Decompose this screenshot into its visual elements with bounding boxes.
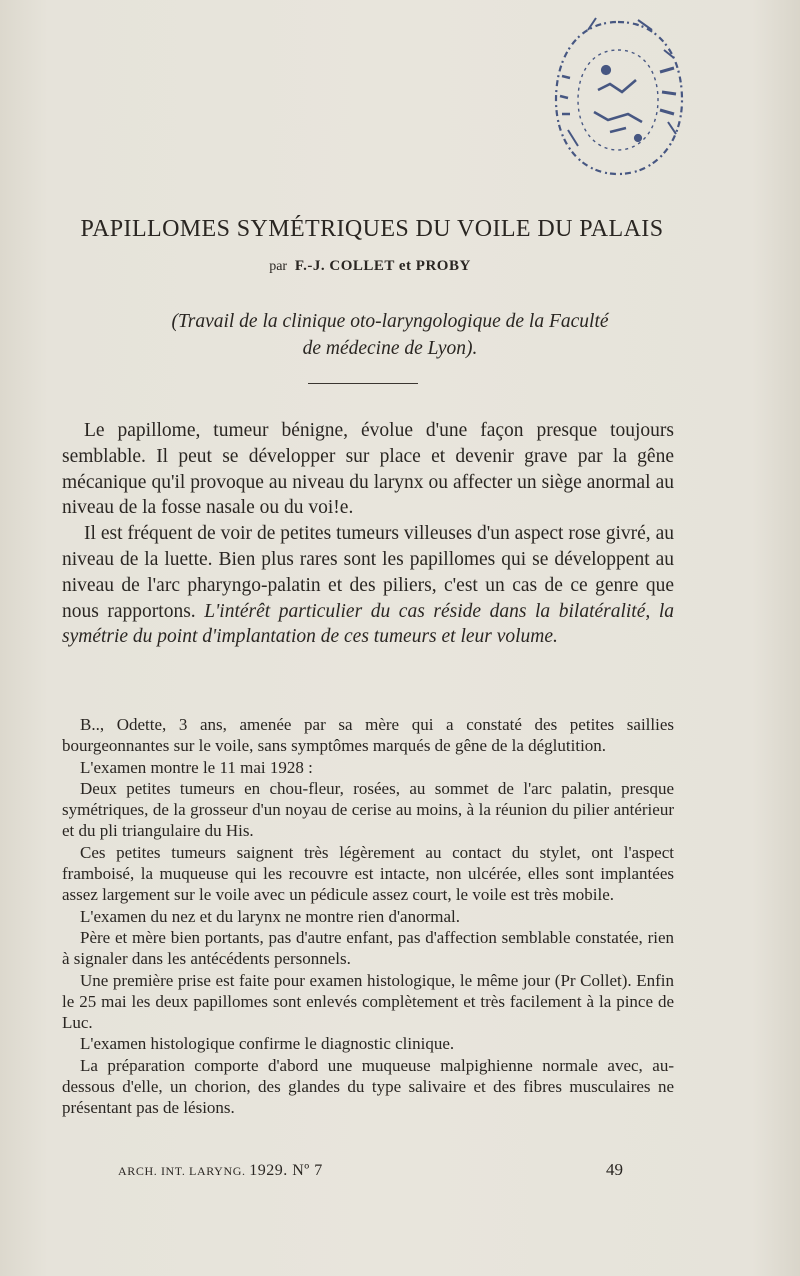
case-paragraph: Une première prise est faite pour examen histologique, le même jour (Pr Collet). Enfin le 25 mai les deux papillomes sont enlevés complètement et très facilement à la pince de Luc. [62, 970, 674, 1033]
intro-paragraph-2 [62, 521, 674, 650]
journal-reference [118, 1162, 323, 1180]
case-paragraph: L'examen montre le 11 mai 1928 : [80, 757, 313, 777]
affiliation-line-1: (Travail de la clinique oto-laryngologique de la Faculté [171, 311, 609, 332]
case-paragraph: La préparation comporte d'abord une muqueuse malpighienne normale avec, au-dessous d'elle, un chorion, des glandes du type salivaire et des fibres musculaires ne présentant pas de lésions. [62, 1055, 674, 1118]
journal-name: ARCH. INT. LARYNG. [118, 1164, 246, 1178]
introduction [62, 418, 674, 650]
case-report [62, 714, 674, 1119]
case-paragraph: Ces petites tumeurs saignent très légèrement au contact du stylet, ont l'aspect framboisé, la muqueuse qui les recouvre est intacte, non ulcérée, elles sont implantées assez largement sur le voile avec un pédicule assez court, le voile est très mobile. [62, 842, 674, 905]
intro-paragraph-1: Le papillome, tumeur bénigne, évolue d'une façon presque toujours semblable. Il peut se développer sur place et devenir grave par la gêne mécanique qu'il provoque au niveau du larynx ou affecter un siège anormal au niveau de la fosse nasale ou du voi!e. [62, 420, 674, 519]
authors-names: F.-J. COLLET et PROBY [294, 258, 471, 274]
case-paragraph: Père et mère bien portants, pas d'autre enfant, pas d'affection semblable constatée, rien à signaler dans les antécédents personnels. [62, 927, 674, 969]
library-stamp-seal [548, 10, 688, 185]
case-paragraph: B.., Odette, 3 ans, amenée par sa mère qui a constaté des petites saillies bourgeonnantes sur le voile, sans symptômes marqués de gêne de la déglutition. [62, 715, 674, 756]
page-footer [0, 1162, 800, 1186]
authors-line [0, 258, 740, 275]
journal-year-issue: 1929. Nº 7 [249, 1162, 323, 1179]
page-number: 49 [606, 1160, 623, 1179]
affiliation [90, 308, 690, 362]
intro-paragraph-2-italic: L'intérêt particulier du cas réside dans la bilatéralité, la symétrie du point d'implantation de ces tumeurs et leur volume. [62, 600, 674, 648]
article-title: PAPILLOMES SYMÉTRIQUES DU VOILE DU PALAIS [80, 216, 664, 242]
intro-paragraph-2-text: Il est fréquent de voir de petites tumeurs villeuses d'un aspect rose givré, au niveau de la luette. Bien plus rares sont les papillomes qui se développent au niveau de l'arc pharyngo-palatin et des piliers, c'est un cas de ce genre que nous rapportons. [62, 523, 674, 622]
authors-prefix: par [269, 259, 288, 274]
case-paragraph: L'examen histologique confirme le diagnostic clinique. [80, 1034, 455, 1054]
separator-rule [308, 383, 418, 384]
case-paragraph: Deux petites tumeurs en chou-fleur, rosées, au sommet de l'arc palatin, presque symétriques, de la grosseur d'un noyau de cerise au moins, à la réunion du pilier antérieur et du pli triangulaire du His. [62, 778, 674, 841]
case-paragraph: L'examen du nez et du larynx ne montre rien d'anormal. [80, 906, 460, 926]
affiliation-line-2: de médecine de Lyon). [302, 338, 478, 359]
